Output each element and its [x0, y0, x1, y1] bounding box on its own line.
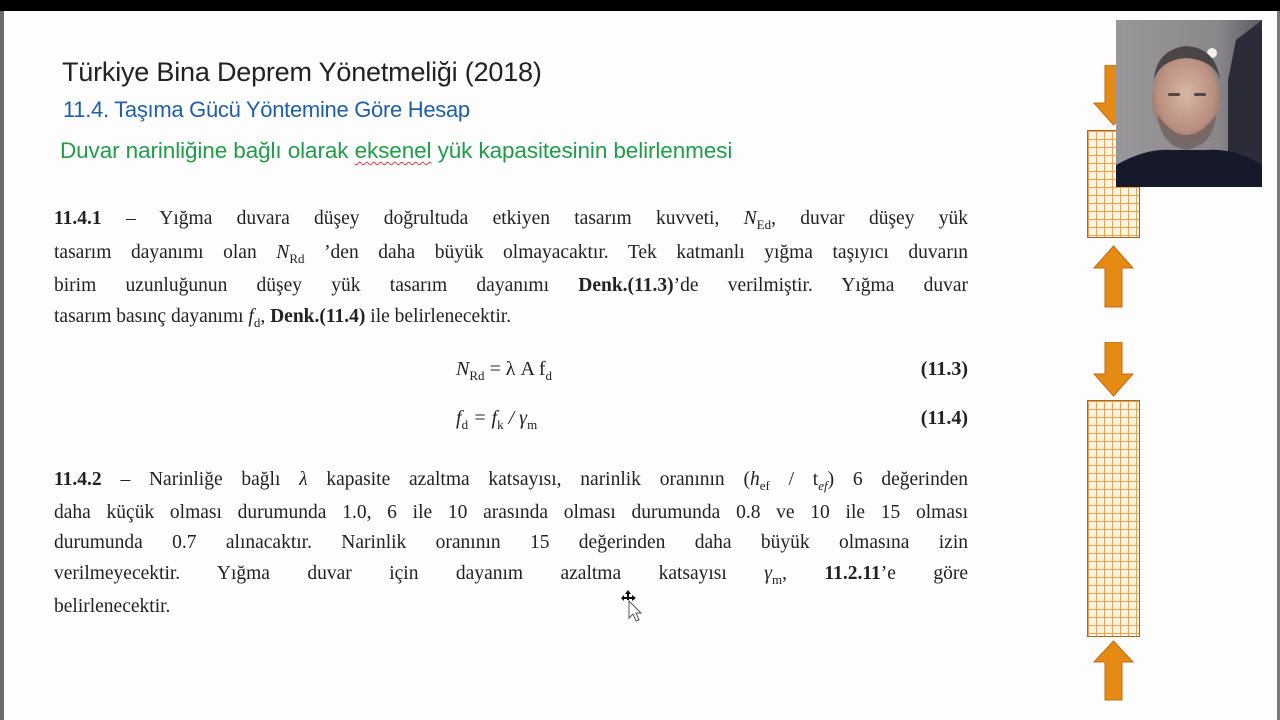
paragraph-11-4-1 — [54, 202, 968, 332]
arrow-up-icon — [1087, 245, 1140, 308]
arrow-down-icon — [1087, 342, 1140, 398]
slide-title: Türkiye Bina Deprem Yönetmeliği (2018) — [62, 57, 542, 87]
move-cursor-icon — [621, 590, 645, 622]
equation-number: (11.3) — [920, 358, 968, 380]
presenter-video-frame — [1116, 20, 1262, 187]
para1-line-4: tasarım basınç dayanımı $f_d$, Denk.(11.4) ile belirlenecektir. — [54, 306, 512, 330]
para1-line-3: birim uzunluğunun düşey yük tasarım dayanımı Denk.(11.3)’de verilmiştir. Yığma duvar — [54, 275, 968, 296]
equation-ref-11-4: Denk.(11.4) — [270, 306, 366, 327]
equation-number: (11.4) — [920, 407, 968, 429]
presenter-webcam — [1116, 20, 1262, 187]
para2-line-5: belirlenecektir. — [54, 596, 171, 617]
top-black-bar — [0, 0, 1280, 11]
para2-line-3: durumunda 0.7 alınacaktır. Narinlik oranının 15 değerinden daha büyük olmasına izin — [54, 532, 968, 553]
spellcheck-marked-word: eksenel — [354, 138, 432, 163]
section-ref-11-2-11: 11.2.11 — [824, 563, 881, 584]
para2-line-2: daha küçük olması durumunda 1.0, 6 ile 10 arasında olması durumunda 0.8 ve 10 ile 15 olması — [54, 502, 968, 523]
slenderness-ratio: $(h_{ef} / t_{ef})$ — [743, 469, 835, 493]
symbol-N-Rd: $N_{Rd}$ — [276, 242, 305, 266]
slide-heading — [60, 138, 732, 164]
para1-line-1: 11.4.1 – Yığma duvara düşey doğrultuda etkiyen tasarım kuvveti, $N_{Ed}$, duvar düşey yük — [54, 208, 968, 232]
symbol-lambda: λ — [299, 469, 308, 490]
equation-11-4: $f_d = f_k / \gamma_m$ (11.4) — [456, 407, 968, 432]
symbol-gamma-m: $\gamma_m$ — [764, 563, 783, 587]
symbol-f-d: $f_d$ — [248, 306, 261, 330]
presentation-slide — [0, 11, 1280, 720]
slide-subtitle: 11.4. Taşıma Gücü Yöntemine Göre Hesap — [63, 97, 470, 122]
equation-11-3: $N_{Rd} = \lambda$ A $f_d$ (11.3) — [456, 358, 968, 383]
symbol-N-Ed: $N_{Ed}$ — [743, 208, 772, 232]
tall-masonry-wall — [1087, 400, 1140, 637]
para2-line-1: 11.4.2 – Narinliğe bağlı λ kapasite azaltma katsayısı, narinlik oranının $(h_{ef} / t_{ef})$ 6 değerinden — [54, 469, 968, 493]
section-number: 11.4.2 — [54, 469, 102, 490]
section-number: 11.4.1 — [54, 208, 102, 229]
heading-text-post: yük kapasitesinin belirlenmesi — [431, 138, 733, 163]
para2-line-4: verilmeyecektir. Yığma duvar için dayanım azaltma katsayısı $\gamma_m$, 11.2.11’e göre — [54, 563, 968, 587]
arrow-up-icon — [1087, 640, 1140, 701]
heading-text-pre: Duvar narinliğine bağlı olarak — [60, 138, 355, 163]
equation-ref-11-3: Denk.(11.3) — [578, 275, 674, 296]
paragraph-11-4-2 — [54, 463, 968, 624]
para1-line-2: tasarım dayanımı olan $N_{Rd}$ ’den daha büyük olmayacaktır. Tek katmanlı yığma taşıyıcı duvarın — [54, 242, 968, 266]
